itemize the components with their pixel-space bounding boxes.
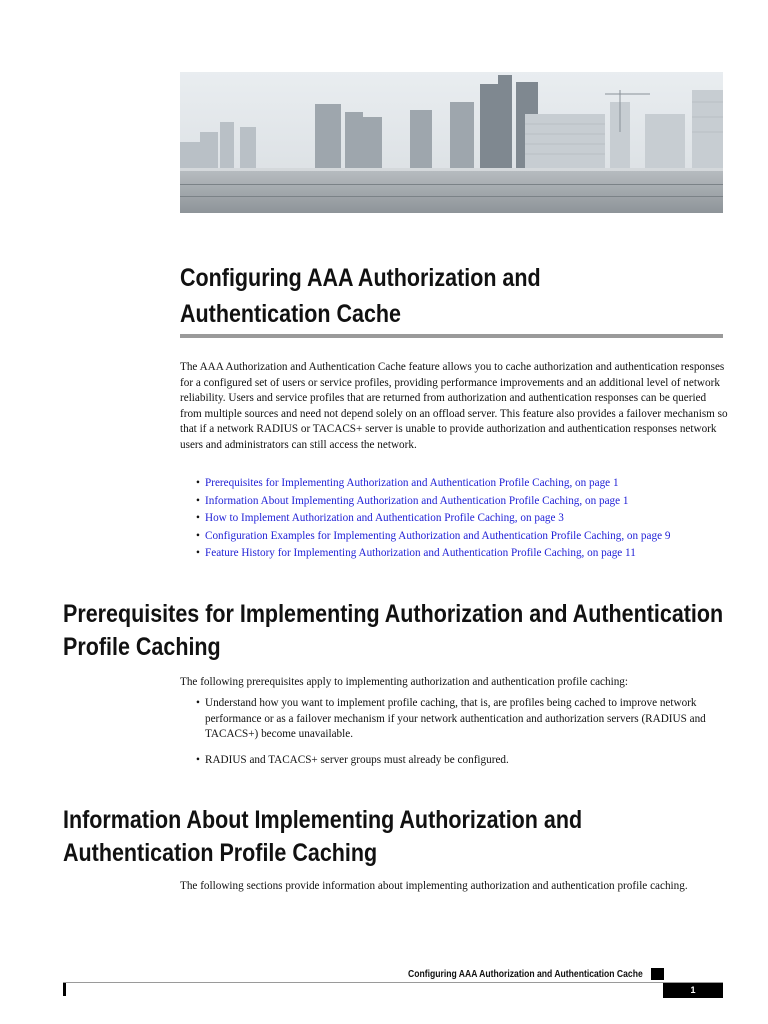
intro-paragraph: The AAA Authorization and Authentication Cache feature allows you to cache authorization and authentication responses for a configured set of users or service profiles, providing performance improvements and an additional level of network reliability. Users and service profiles that are returned from authorization and authentication responses can be queried from multiple sources and need not depend solely on an offload server. This feature also provides a failover mechanism so that if a network RADIUS or TACACS+ server is unable to provide authorization and authentication responses network users and administrators can still access the network. <box>180 361 728 451</box>
toc-item <box>196 529 726 545</box>
title-divider <box>180 334 723 338</box>
information-text: The following sections provide information about implementing authorization and authentication profile caching. <box>180 880 688 892</box>
footer-divider <box>63 982 723 983</box>
footer-mark <box>651 968 664 980</box>
prerequisites-list <box>196 696 726 778</box>
toc-link-prerequisites[interactable]: Prerequisites for Implementing Authorization and Authentication Profile Caching, on page 1 <box>205 477 619 489</box>
section-heading-information: Information About Implementing Authorization and Authentication Profile Caching <box>63 806 583 867</box>
toc-item <box>196 546 726 562</box>
toc-link-configuration-examples[interactable]: Configuration Examples for Implementing Authorization and Authentication Profile Caching, on page 9 <box>205 529 671 542</box>
toc-link-how-to[interactable]: How to Implement Authorization and Authentication Profile Caching, on page 3 <box>205 512 564 525</box>
footer-tick <box>63 983 66 996</box>
city-skyline-banner <box>180 72 723 213</box>
toc-link-feature-history[interactable]: Feature History for Implementing Authorization and Authentication Profile Caching, on page 11 <box>205 547 636 560</box>
toc-item <box>196 476 726 492</box>
page-number: 1 <box>663 983 723 998</box>
city-skyline-image <box>180 72 723 213</box>
list-item: • RADIUS and TACACS+ server groups must already be configured. <box>196 753 726 769</box>
list-item: • Understand how you want to implement profile caching, that is, are profiles being cached to improve network performance or as a failover mechanism if your network authentication and authorization servers (RADIUS and TACACS+) become unavailable. <box>196 696 726 743</box>
toc-link-information[interactable]: Information About Implementing Authorization and Authentication Profile Caching, on page 1 <box>205 494 629 507</box>
toc-item <box>196 494 726 510</box>
footer-title: Configuring AAA Authorization and Authentication Cache <box>408 969 643 980</box>
toc-item <box>196 511 726 527</box>
toc-links <box>196 476 726 564</box>
prerequisites-text: The following prerequisites apply to implementing authorization and authentication profile caching: <box>180 676 628 688</box>
section-heading-prerequisites: Prerequisites for Implementing Authorization and Authentication Profile Caching <box>63 600 724 661</box>
page-title: Configuring AAA Authorization and Authentication Cache <box>180 264 541 328</box>
